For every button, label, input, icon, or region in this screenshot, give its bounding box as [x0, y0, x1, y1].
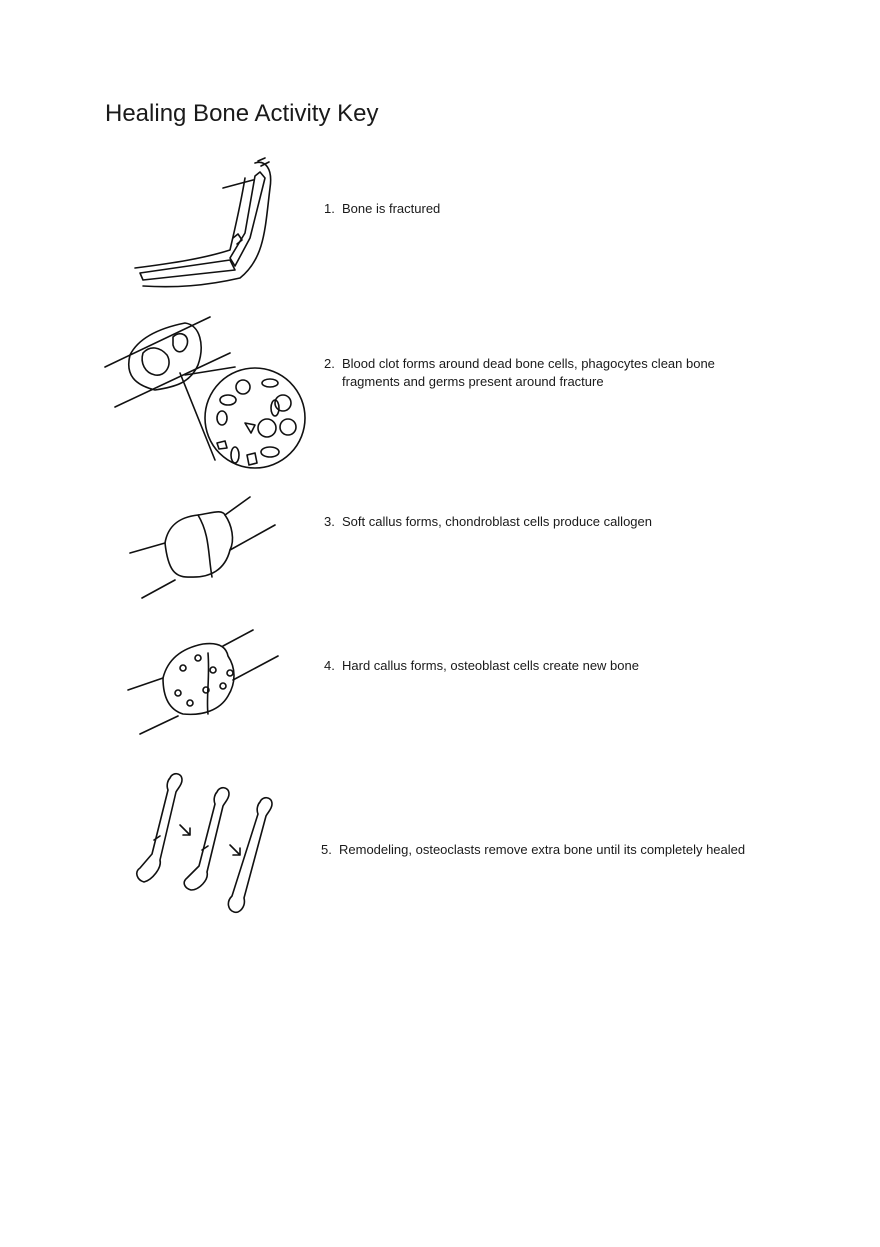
step-2 — [324, 355, 762, 391]
step-1 — [324, 200, 762, 218]
step-number: 2. — [324, 356, 335, 371]
step-text: Bone is fractured — [342, 201, 441, 216]
step-number: 3. — [324, 514, 335, 529]
page-title: Healing Bone Activity Key — [105, 100, 379, 127]
step-text: Hard callus forms, osteoblast cells create new bone — [342, 658, 639, 673]
blood-clot-icon — [105, 315, 305, 470]
step-text: Remodeling, osteoclasts remove extra bone until its completely healed — [339, 842, 746, 857]
remodeling-bones-icon — [132, 770, 282, 918]
step-number: 4. — [324, 658, 335, 673]
step-5 — [321, 841, 799, 859]
step-4 — [324, 657, 762, 675]
arrow-icon — [180, 825, 190, 835]
fractured-arm-icon — [135, 158, 275, 293]
step-text: Soft callus forms, chondroblast cells produce callogen — [342, 514, 652, 529]
step-3 — [324, 513, 762, 531]
step-number: 5. — [321, 842, 332, 857]
step-number: 1. — [324, 201, 335, 216]
hard-callus-icon — [128, 628, 278, 736]
step-text: Blood clot forms around dead bone cells, phagocytes clean bone fragments and germs present around fracture — [342, 356, 715, 389]
soft-callus-icon — [130, 495, 275, 600]
arrow-icon — [230, 845, 240, 855]
